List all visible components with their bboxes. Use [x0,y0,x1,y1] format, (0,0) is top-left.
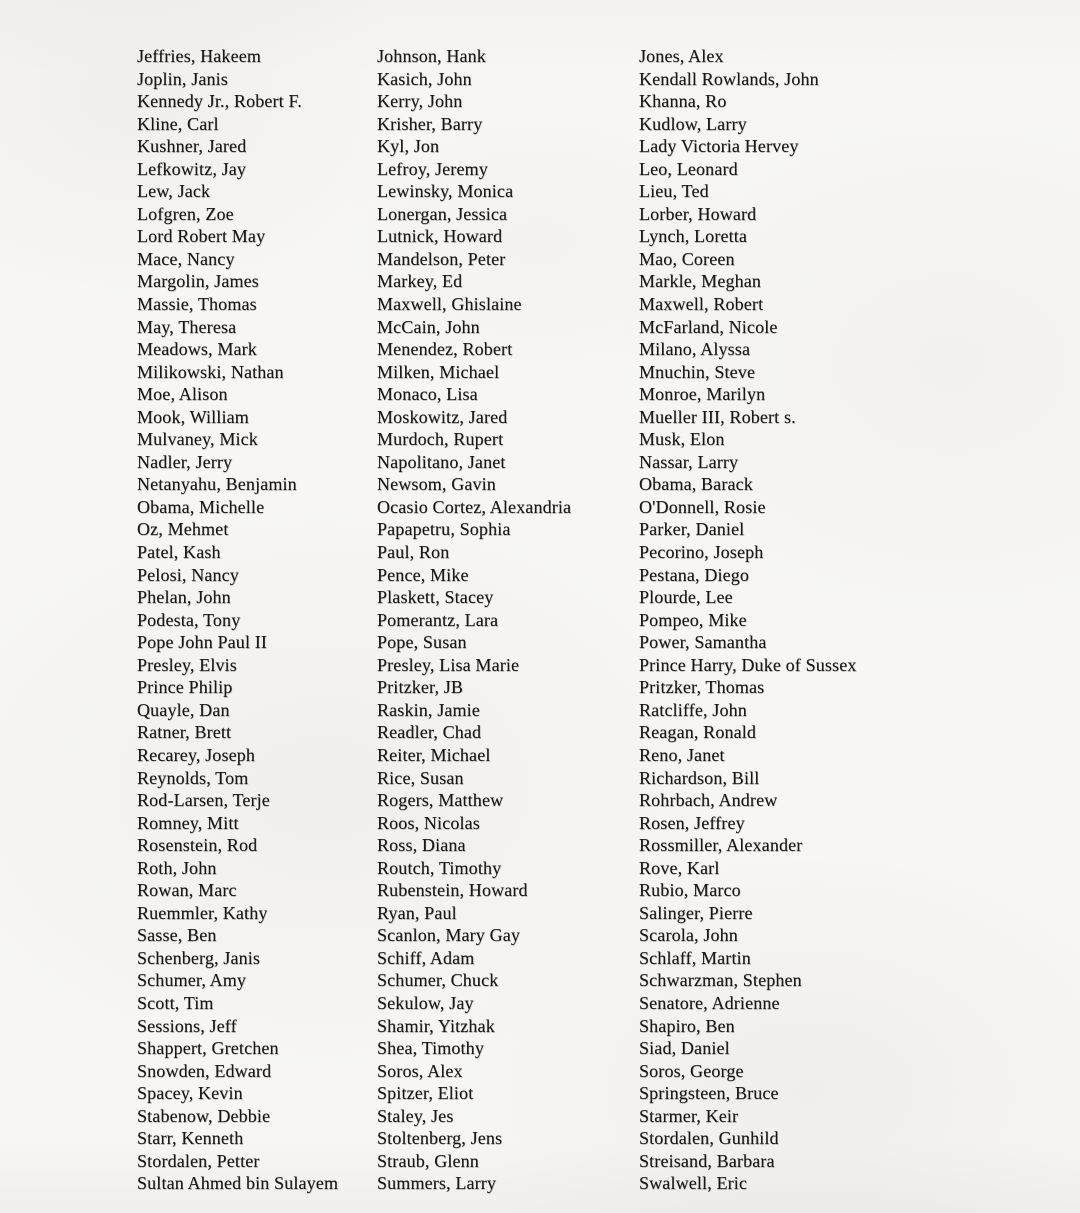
name-entry: Soros, Alex [377,1060,463,1081]
name-entry: Roos, Nicolas [377,812,480,833]
name-entry: Pestana, Diego [639,564,750,585]
name-entry: Lady Victoria Hervey [639,136,799,157]
name-entry: Rossmiller, Alexander [639,835,803,856]
name-entry: Shappert, Gretchen [137,1038,279,1059]
name-entry: Maxwell, Ghislaine [377,294,522,315]
name-entry: Stoltenberg, Jens [377,1128,503,1149]
name-entry: Staley, Jes [377,1105,454,1126]
name-entry: Lew, Jack [137,181,211,202]
name-entry: Lynch, Loretta [639,226,748,247]
name-entry: Schenberg, Janis [137,947,261,968]
name-entry: Scanlon, Mary Gay [377,925,521,946]
name-entry: Nadler, Jerry [137,451,233,472]
name-entry: Raskin, Jamie [377,699,480,720]
name-entry: Presley, Elvis [137,654,237,675]
name-entry: May, Theresa [137,316,237,337]
name-entry: Salinger, Pierre [639,902,753,923]
name-entry: Senatore, Adrienne [639,992,780,1013]
name-entry: Phelan, John [137,587,231,608]
name-entry: Pence, Mike [377,564,469,585]
name-entry: Rosenstein, Rod [137,835,258,856]
name-entry: Pecorino, Joseph [639,542,764,563]
name-entry: Schiff, Adam [377,947,475,968]
name-entry: Romney, Mitt [137,812,239,833]
name-entry: Pritzker, JB [377,677,464,698]
name-entry: Pope, Susan [377,632,467,653]
name-entry: Lorber, Howard [639,203,757,224]
name-entry: Margolin, James [137,271,259,292]
name-entry: Markey, Ed [377,271,463,292]
name-entry: Lord Robert May [137,226,266,247]
name-entry: Lofgren, Zoe [137,203,234,224]
name-entry: Papapetru, Sophia [377,519,511,540]
name-entry: Podesta, Tony [137,609,241,630]
name-entry: Joplin, Janis [137,68,228,89]
name-entry: Moskowitz, Jared [377,406,508,427]
name-entry: Stordalen, Petter [137,1150,260,1171]
name-entry: Maxwell, Robert [639,294,764,315]
name-entry: Netanyahu, Benjamin [137,474,297,495]
name-entry: Rogers, Matthew [377,790,504,811]
name-entry: Rod-Larsen, Terje [137,790,270,811]
name-entry: Ocasio Cortez, Alexandria [377,496,572,517]
name-entry: Routch, Timothy [377,857,502,878]
name-entry: Starmer, Keir [639,1105,739,1126]
name-entry: Mueller III, Robert s. [639,406,796,427]
name-entry: Shea, Timothy [377,1038,484,1059]
name-entry: Rubio, Marco [639,880,741,901]
name-entry: Spacey, Kevin [137,1083,243,1104]
name-entry: Ratner, Brett [137,722,232,743]
name-entry: Spitzer, Eliot [377,1083,474,1104]
name-entry: Musk, Elon [639,429,725,450]
name-entry: Stabenow, Debbie [137,1105,271,1126]
name-entry: Rosen, Jeffrey [639,812,745,833]
name-entry: Moe, Alison [137,384,228,405]
name-entry: Mao, Coreen [639,248,735,269]
name-entry: Stordalen, Gunhild [639,1128,779,1149]
name-entry: Khanna, Ro [639,91,727,112]
name-column-1 [137,45,338,1195]
name-entry: Schumer, Chuck [377,970,499,991]
name-entry: Krisher, Barry [377,113,483,134]
name-entry: Monroe, Marilyn [639,384,766,405]
name-entry: Obama, Barack [639,474,753,495]
name-column-3 [639,45,856,1195]
name-entry: Leo, Leonard [639,158,738,179]
name-entry: Straub, Glenn [377,1150,479,1171]
name-entry: Jeffries, Hakeem [137,46,262,66]
name-entry: Murdoch, Rupert [377,429,504,450]
name-entry: Sultan Ahmed bin Sulayem [137,1173,339,1194]
name-entry: Mandelson, Peter [377,248,506,269]
name-entry: Reynolds, Tom [137,767,249,788]
name-entry: Obama, Michelle [137,496,265,517]
name-entry: Johnson, Hank [377,46,486,66]
name-entry: Schlaff, Martin [639,947,751,968]
name-entry: Sasse, Ben [137,925,217,946]
name-entry: Plourde, Lee [639,587,733,608]
name-entry: Mulvaney, Mick [137,429,258,450]
name-entry: Paul, Ron [377,542,450,563]
name-entry: Scarola, John [639,925,738,946]
name-entry: Reno, Janet [639,744,725,765]
name-entry: Lefkowitz, Jay [137,158,247,179]
name-entry: Rohrbach, Andrew [639,790,778,811]
name-entry: Milken, Michael [377,361,500,382]
name-entry: Kerry, John [377,91,463,112]
name-entry: Massie, Thomas [137,294,257,315]
name-entry: Streisand, Barbara [639,1150,775,1171]
name-entry: Pope John Paul II [137,632,268,653]
name-entry: Meadows, Mark [137,339,257,360]
name-entry: Rubenstein, Howard [377,880,528,901]
name-entry: Kyl, Jon [377,136,440,157]
name-entry: Pelosi, Nancy [137,564,239,585]
name-entry: Sekulow, Jay [377,992,474,1013]
name-entry: Schwarzman, Stephen [639,970,802,991]
name-entry: Kline, Carl [137,113,219,134]
name-entry: Plaskett, Stacey [377,587,494,608]
name-entry: Schumer, Amy [137,970,247,991]
name-entry: Ruemmler, Kathy [137,902,268,923]
name-entry: Jones, Alex [639,46,724,66]
name-entry: Pritzker, Thomas [639,677,765,698]
name-entry: Monaco, Lisa [377,384,478,405]
name-entry: Pompeo, Mike [639,609,747,630]
name-entry: Mook, William [137,406,249,427]
name-entry: Soros, George [639,1060,744,1081]
name-entry: Siad, Daniel [639,1038,730,1059]
name-entry: Shamir, Yitzhak [377,1015,495,1036]
name-entry: Power, Samantha [639,632,767,653]
name-entry: Lefroy, Jeremy [377,158,488,179]
name-entry: Snowden, Edward [137,1060,272,1081]
name-entry: Lonergan, Jessica [377,203,508,224]
name-entry: Ratcliffe, John [639,699,747,720]
name-entry: Nassar, Larry [639,451,739,472]
name-entry: Presley, Lisa Marie [377,654,520,675]
name-entry: Ross, Diana [377,835,466,856]
name-entry: Prince Philip [137,677,233,698]
name-entry: Quayle, Dan [137,699,230,720]
name-entry: Kendall Rowlands, John [639,68,819,89]
name-entry: McFarland, Nicole [639,316,778,337]
name-entry: Summers, Larry [377,1173,497,1194]
name-entry: Kudlow, Larry [639,113,747,134]
name-entry: Recarey, Joseph [137,744,256,765]
name-entry: Shapiro, Ben [639,1015,735,1036]
name-entry: Mnuchin, Steve [639,361,756,382]
name-entry: Newsom, Gavin [377,474,496,495]
name-entry: Kennedy Jr., Robert F. [137,91,302,112]
name-entry: Markle, Meghan [639,271,762,292]
name-entry: Rowan, Marc [137,880,237,901]
name-entry: Pomerantz, Lara [377,609,499,630]
name-entry: Menendez, Robert [377,339,513,360]
name-entry: Reiter, Michael [377,744,491,765]
name-entry: Mace, Nancy [137,248,235,269]
name-entry: Kasich, John [377,68,472,89]
name-entry: Ryan, Paul [377,902,457,923]
name-entry: Rice, Susan [377,767,464,788]
name-entry: Milano, Alyssa [639,339,751,360]
name-entry: Napolitano, Janet [377,451,506,472]
name-entry: McCain, John [377,316,480,337]
name-entry: Richardson, Bill [639,767,760,788]
name-entry: Lieu, Ted [639,181,709,202]
name-entry: Kushner, Jared [137,136,247,157]
name-entry: O'Donnell, Rosie [639,496,766,517]
name-entry: Patel, Kash [137,542,221,563]
name-entry: Sessions, Jeff [137,1015,237,1036]
name-entry: Oz, Mehmet [137,519,229,540]
name-entry: Roth, John [137,857,217,878]
name-entry: Scott, Tim [137,992,214,1013]
name-entry: Swalwell, Eric [639,1173,748,1194]
name-column-2 [377,45,571,1195]
name-entry: Milikowski, Nathan [137,361,284,382]
name-entry: Springsteen, Bruce [639,1083,779,1104]
name-entry: Rove, Karl [639,857,720,878]
name-entry: Prince Harry, Duke of Sussex [639,654,857,675]
name-entry: Readler, Chad [377,722,482,743]
name-entry: Reagan, Ronald [639,722,757,743]
name-entry: Lewinsky, Monica [377,181,514,202]
name-entry: Starr, Kenneth [137,1128,244,1149]
name-entry: Parker, Daniel [639,519,745,540]
name-entry: Lutnick, Howard [377,226,503,247]
